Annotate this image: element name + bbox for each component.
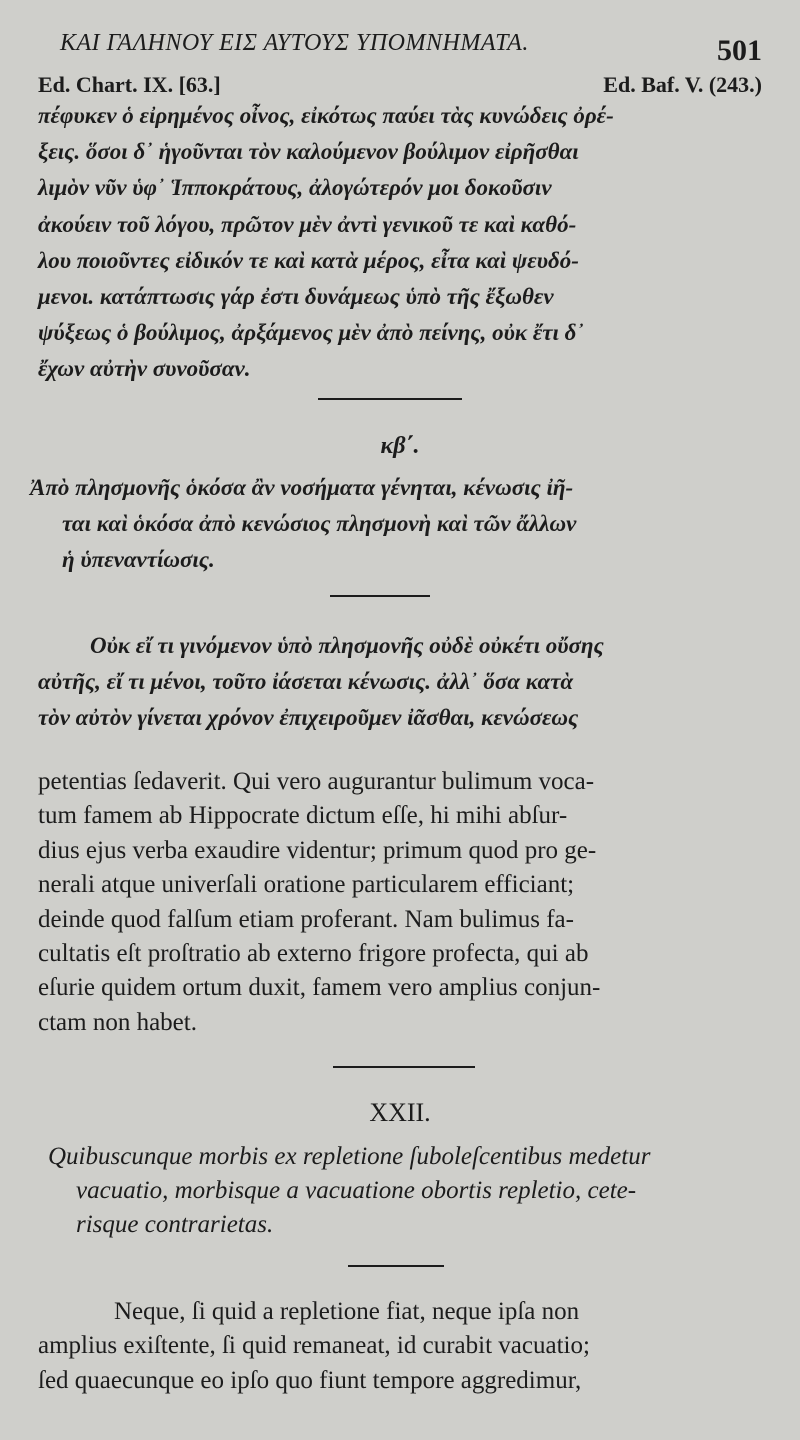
text-line: Quibuscunque morbis ex repletione ſuboleſcentibus medetur — [48, 1143, 651, 1170]
text-line: ctam non habet. — [38, 1008, 197, 1036]
text-line: dius ejus verba exaudire videntur; primum quod pro ge- — [38, 836, 597, 864]
greek-section-number: κβ΄. — [380, 433, 420, 459]
section-divider — [330, 595, 430, 597]
greek-commentary-continued — [38, 628, 762, 737]
text-line: ψύξεως ὁ βούλιμος, ἀρξάμενος μὲν ἀπὸ πείνης, οὐκ ἔτι δ᾽ — [38, 320, 585, 346]
text-line: αὐτῆς, εἴ τι μένοι, τοῦτο ἰάσεται κένωσις. ἀλλ᾽ ὅσα κατὰ — [38, 669, 574, 695]
section-divider — [333, 1066, 475, 1068]
text-line: ται καὶ ὁκόσα ἀπὸ κενώσιος πλησμονὴ καὶ τῶν ἄλλων — [62, 511, 577, 537]
running-title: ΚΑΙ ΓΑΛΗΝΟΥ ΕΙΣ ΑΥΤΟΥΣ ΥΠΟΜΝΗΜΑΤΑ. — [60, 30, 529, 56]
text-line: Οὐκ εἴ τι γινόμενον ὑπὸ πλησμονῆς οὐδὲ οὐκέτι οὔσης — [90, 633, 604, 658]
text-line: petentias ſedaverit. Qui vero augurantur bulimum voca- — [38, 768, 595, 795]
edition-reference-right: Ed. Baf. V. (243.) — [603, 72, 762, 97]
edition-reference-left: Ed. Chart. IX. [63.] — [38, 72, 221, 97]
page-number: 501 — [717, 34, 762, 67]
text-line: risque contrarietas. — [76, 1211, 274, 1238]
text-line: amplius exiſtente, ſi quid remaneat, id curabit vacuatio; — [38, 1332, 590, 1360]
text-line: μενοι. κατάπτωσις γάρ ἐστι δυνάμεως ὑπὸ τῆς ἔξωθεν — [38, 284, 554, 310]
text-line: λου ποιοῦντες εἰδικόν τε καὶ κατὰ μέρος, εἶτα καὶ ψευδό- — [38, 247, 579, 273]
text-line: Ἀπὸ πλησμονῆς ὁκόσα ἂν νοσήματα γένηται, κένωσις ἰῆ- — [30, 475, 574, 500]
text-line: πέφυκεν ὁ εἰρημένος οἶνος, εἰκότως παύει τὰς κυνώδεις ὀρέ- — [38, 103, 614, 128]
text-line: vacuatio, morbisque a vacuatione obortis repletio, cete- — [76, 1177, 637, 1204]
greek-commentary — [38, 98, 762, 388]
latin-commentary — [38, 765, 762, 1040]
latin-commentary-continued — [38, 1295, 762, 1398]
text-line: tum famem ab Hippocrate dictum eſſe, hi mihi abſur- — [38, 802, 568, 830]
text-line: eſurie quidem ortum duxit, famem vero amplius conjun- — [38, 974, 601, 1002]
latin-section-number: XXII. — [369, 1098, 431, 1127]
greek-aphorism — [30, 470, 762, 579]
text-line: cultatis eſt proſtratio ab externo frigore profecta, qui ab — [38, 940, 589, 968]
text-line: ξεις. ὅσοι δ᾽ ἡγοῦνται τὸν καλούμενον βούλιμον εἰρῆσθαι — [38, 139, 579, 165]
section-divider — [348, 1265, 444, 1267]
latin-aphorism — [48, 1140, 762, 1242]
text-line: ſed quaecunque eo ipſo quo fiunt tempore aggredimur, — [38, 1366, 582, 1394]
text-line: nerali atque univerſali oratione particularem efficiant; — [38, 871, 575, 899]
text-line: ἡ ὑπεναντίωσις. — [62, 547, 215, 573]
text-line: Neque, ſi quid a repletione fiat, neque ipſa non — [114, 1298, 580, 1325]
text-line: τὸν αὐτὸν γίνεται χρόνον ἐπιχειροῦμεν ἰᾶσθαι, κενώσεως — [38, 705, 579, 731]
text-line: λιμὸν νῦν ὑφ᾽ Ἱπποκράτους, ἀλογώτερόν μοι δοκοῦσιν — [38, 175, 552, 201]
text-line: ἀκούειν τοῦ λόγου, πρῶτον μὲν ἀντὶ γενικοῦ τε καὶ καθό- — [38, 211, 577, 237]
text-line: deinde quod falſum etiam proferant. Nam bulimus fa- — [38, 905, 574, 933]
section-divider — [318, 398, 462, 400]
text-line: ἔχων αὐτὴν συνοῦσαν. — [38, 356, 251, 382]
